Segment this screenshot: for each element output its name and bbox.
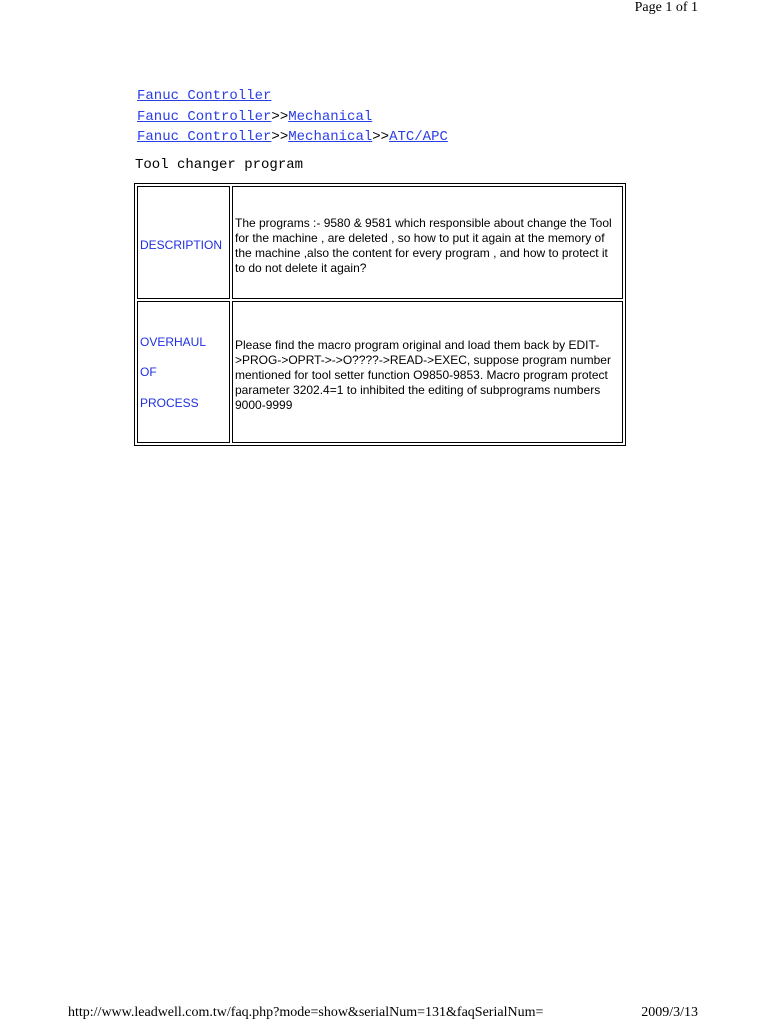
overhaul-text: Please find the macro program original and load them back by EDIT->PROG->OPRT->->O????->READ->EXEC, suppose program number mentioned for tool setter function O9850-9853. Macro program protect parameter 3202.4=1 to inhibited the editing of subprograms numbers 9000-9999 [235,338,611,412]
footer-date: 2009/3/13 [641,1005,698,1020]
description-label-cell [137,186,230,299]
breadcrumb-line-1 [137,86,448,107]
breadcrumb-line-3 [137,127,448,148]
breadcrumb-link-fanuc-controller[interactable]: Fanuc Controller [137,88,272,104]
breadcrumb-line-2 [137,107,448,128]
breadcrumb-link-mechanical[interactable]: Mechanical [288,108,373,125]
page-header [635,0,698,16]
breadcrumb-separator: >> [271,129,289,145]
overhaul-label-line-1: OVERHAUL [140,335,207,349]
table-row-overhaul [137,301,623,443]
footer-url: http://www.leadwell.com.tw/faq.php?mode=show&serialNum=131&faqSerialNum= [68,1005,544,1020]
breadcrumb-separator: >> [271,108,289,125]
overhaul-content-cell [232,301,623,443]
breadcrumb-link-atc-apc[interactable]: ATC/APC [389,129,448,145]
breadcrumb-link-fanuc-controller[interactable]: Fanuc Controller [137,108,272,125]
breadcrumb-link-fanuc-controller[interactable]: Fanuc Controller [137,129,272,145]
page-indicator: Page 1 of 1 [634,0,698,15]
overhaul-label-line-3: PROCESS [140,396,199,410]
table-row-description [137,186,623,299]
page-title: Tool changer program [135,157,304,173]
faq-table [134,183,626,446]
description-label: DESCRIPTION [140,238,223,252]
breadcrumb-separator: >> [372,129,390,145]
description-text: The programs :- 9580 & 9581 which responsible about change the Tool for the machine , are deleted , so how to put it again at the memory of the machine ,also the content for every program , and how to protect it to do not delete it again? [235,216,612,275]
overhaul-label-cell [137,301,230,443]
overhaul-label-line-2: OF [140,365,157,379]
breadcrumb [137,86,448,148]
description-content-cell [232,186,623,299]
breadcrumb-link-mechanical[interactable]: Mechanical [288,129,373,145]
